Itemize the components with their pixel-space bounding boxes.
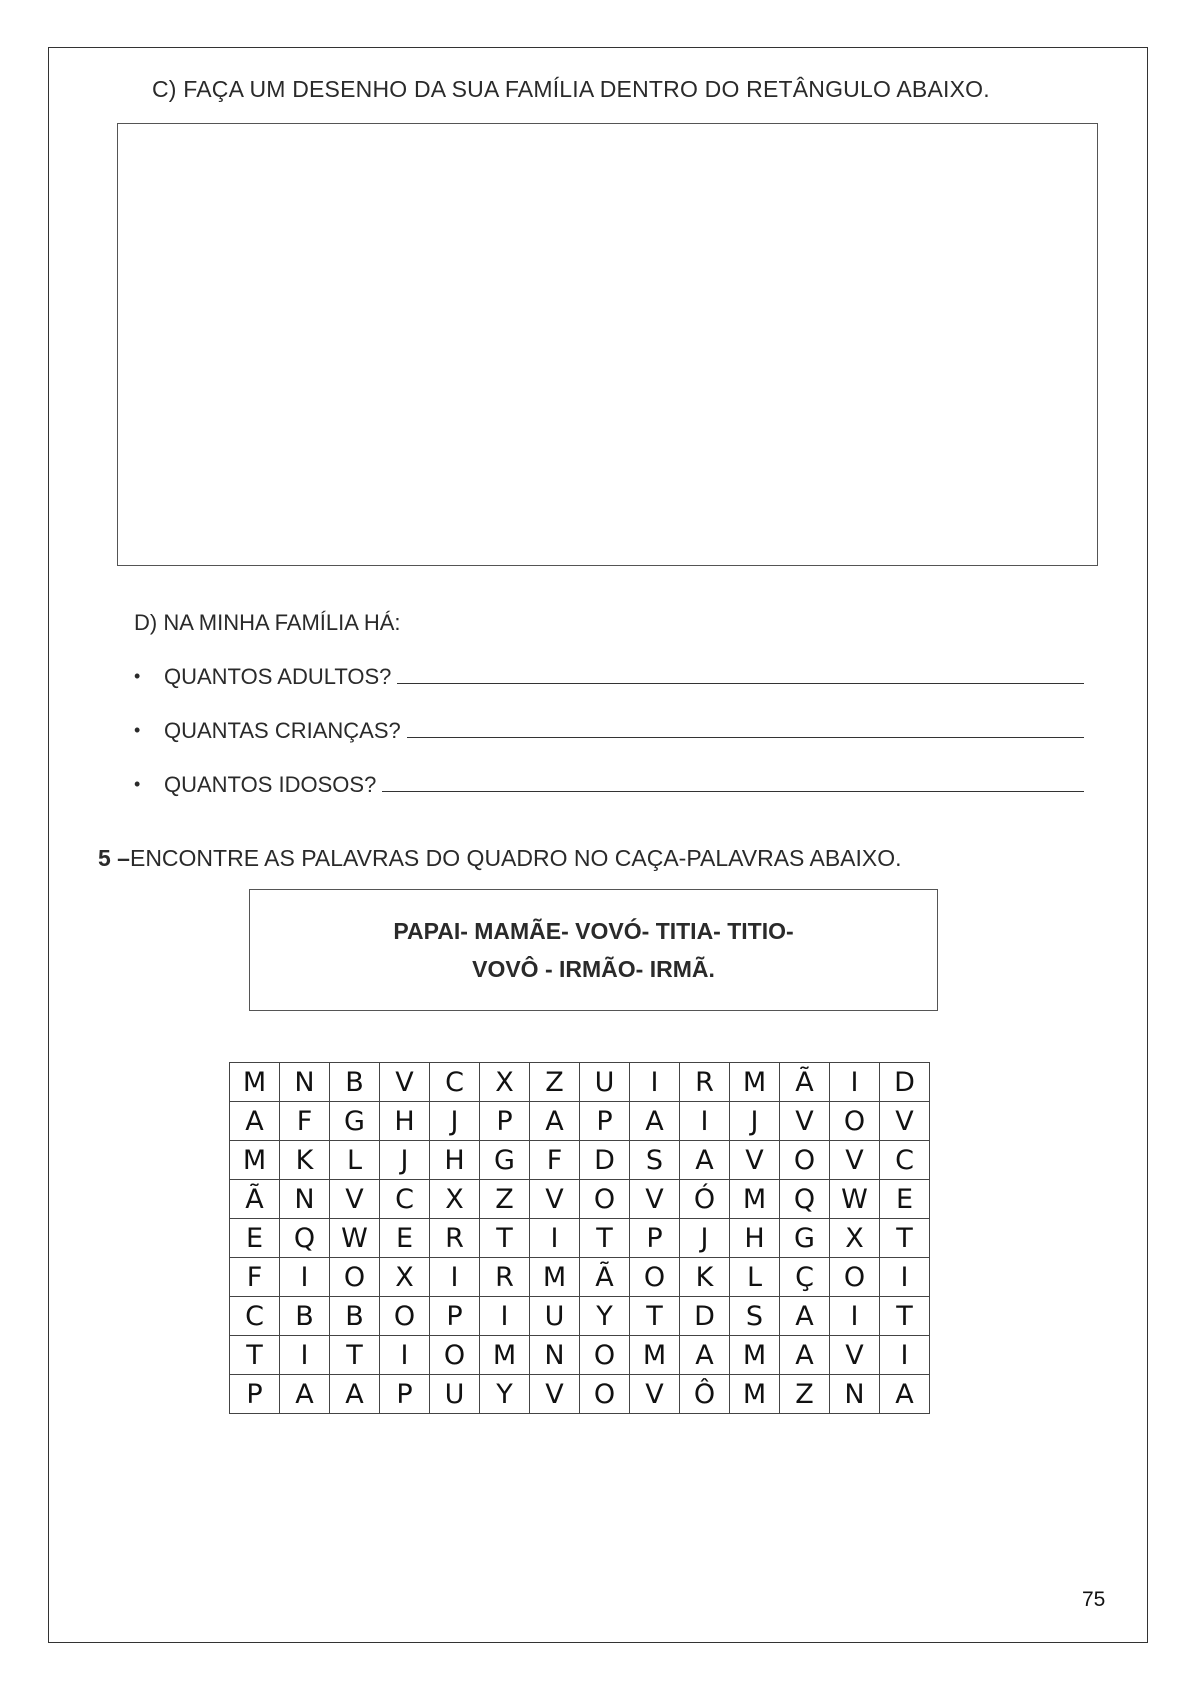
grid-cell[interactable]: M: [730, 1375, 780, 1414]
section-5-title: [98, 845, 902, 872]
grid-cell[interactable]: A: [680, 1336, 730, 1375]
grid-cell[interactable]: J: [430, 1102, 480, 1141]
section-5-text: ENCONTRE AS PALAVRAS DO QUADRO NO CAÇA-PALAVRAS ABAIXO.: [129, 845, 902, 871]
grid-cell[interactable]: T: [580, 1219, 630, 1258]
grid-cell[interactable]: I: [280, 1336, 330, 1375]
grid-cell[interactable]: S: [630, 1141, 680, 1180]
grid-cell[interactable]: A: [280, 1375, 330, 1414]
grid-cell[interactable]: I: [830, 1063, 880, 1102]
grid-cell[interactable]: V: [880, 1102, 930, 1141]
grid-cell[interactable]: V: [830, 1336, 880, 1375]
grid-cell[interactable]: A: [530, 1102, 580, 1141]
grid-cell[interactable]: G: [780, 1219, 830, 1258]
page-number: 75: [1082, 1588, 1106, 1611]
grid-cell[interactable]: V: [630, 1375, 680, 1414]
grid-cell[interactable]: Ã: [780, 1063, 830, 1102]
grid-cell[interactable]: T: [880, 1297, 930, 1336]
grid-cell[interactable]: J: [680, 1219, 730, 1258]
answer-blank-children[interactable]: [407, 736, 1084, 738]
grid-cell[interactable]: A: [330, 1375, 380, 1414]
grid-cell[interactable]: E: [230, 1219, 280, 1258]
grid-cell[interactable]: P: [380, 1375, 430, 1414]
grid-cell[interactable]: Ç: [780, 1258, 830, 1297]
grid-cell[interactable]: Ã: [230, 1180, 280, 1219]
grid-cell[interactable]: T: [880, 1219, 930, 1258]
grid-cell[interactable]: I: [880, 1258, 930, 1297]
drawing-rectangle[interactable]: [117, 123, 1098, 566]
grid-row: [230, 1180, 930, 1219]
grid-cell[interactable]: H: [380, 1102, 430, 1141]
grid-cell[interactable]: F: [280, 1102, 330, 1141]
grid-cell[interactable]: O: [330, 1258, 380, 1297]
grid-cell[interactable]: N: [280, 1180, 330, 1219]
grid-cell[interactable]: V: [780, 1102, 830, 1141]
grid-cell[interactable]: Z: [480, 1180, 530, 1219]
grid-cell[interactable]: W: [330, 1219, 380, 1258]
grid-cell[interactable]: O: [630, 1258, 680, 1297]
grid-cell[interactable]: M: [230, 1141, 280, 1180]
grid-cell[interactable]: P: [630, 1219, 680, 1258]
grid-cell[interactable]: O: [580, 1375, 630, 1414]
grid-cell[interactable]: C: [230, 1297, 280, 1336]
grid-cell[interactable]: P: [230, 1375, 280, 1414]
grid-cell[interactable]: U: [430, 1375, 480, 1414]
grid-cell[interactable]: I: [830, 1297, 880, 1336]
bullet-icon: •: [134, 720, 141, 740]
grid-cell[interactable]: W: [830, 1180, 880, 1219]
grid-cell[interactable]: Ã: [580, 1258, 630, 1297]
grid-cell[interactable]: A: [780, 1297, 830, 1336]
grid-cell[interactable]: A: [230, 1102, 280, 1141]
word-list-line-2: VOVÔ - IRMÃO- IRMÃ.: [472, 956, 715, 982]
grid-cell[interactable]: D: [880, 1063, 930, 1102]
grid-cell[interactable]: Z: [530, 1063, 580, 1102]
grid-cell[interactable]: M: [480, 1336, 530, 1375]
grid-cell[interactable]: M: [730, 1180, 780, 1219]
question-adults: [134, 660, 1084, 690]
grid-cell[interactable]: P: [480, 1102, 530, 1141]
grid-cell[interactable]: U: [580, 1063, 630, 1102]
grid-cell[interactable]: O: [580, 1336, 630, 1375]
question-label: QUANTAS CRIANÇAS?: [164, 718, 401, 743]
grid-row: [230, 1336, 930, 1375]
grid-cell[interactable]: F: [230, 1258, 280, 1297]
grid-cell[interactable]: Y: [580, 1297, 630, 1336]
grid-cell[interactable]: Q: [280, 1219, 330, 1258]
grid-cell[interactable]: O: [430, 1336, 480, 1375]
grid-cell[interactable]: I: [530, 1219, 580, 1258]
grid-cell[interactable]: M: [730, 1063, 780, 1102]
grid-row: [230, 1258, 930, 1297]
grid-cell[interactable]: C: [880, 1141, 930, 1180]
grid-cell[interactable]: A: [780, 1336, 830, 1375]
grid-row: [230, 1102, 930, 1141]
grid-cell[interactable]: I: [430, 1258, 480, 1297]
grid-cell[interactable]: O: [380, 1297, 430, 1336]
word-list-line-1: PAPAI- MAMÃE- VOVÓ- TITIA- TITIO-: [393, 918, 794, 944]
grid-row: [230, 1297, 930, 1336]
grid-cell[interactable]: N: [830, 1375, 880, 1414]
question-label: QUANTOS IDOSOS?: [164, 772, 377, 797]
word-list-box: [249, 889, 938, 1011]
word-search-grid: [229, 1062, 930, 1414]
grid-cell[interactable]: K: [280, 1141, 330, 1180]
grid-cell[interactable]: P: [580, 1102, 630, 1141]
section-d-title: D) NA MINHA FAMÍLIA HÁ:: [134, 610, 401, 635]
grid-cell[interactable]: A: [680, 1141, 730, 1180]
grid-cell[interactable]: B: [330, 1297, 380, 1336]
grid-cell[interactable]: O: [780, 1141, 830, 1180]
bullet-icon: •: [134, 666, 141, 686]
grid-cell[interactable]: D: [580, 1141, 630, 1180]
grid-cell[interactable]: I: [380, 1336, 430, 1375]
grid-cell[interactable]: Y: [480, 1375, 530, 1414]
grid-cell[interactable]: R: [430, 1219, 480, 1258]
grid-cell[interactable]: J: [730, 1102, 780, 1141]
grid-cell[interactable]: T: [480, 1219, 530, 1258]
grid-cell[interactable]: B: [280, 1297, 330, 1336]
answer-blank-elderly[interactable]: [382, 790, 1084, 792]
grid-row: [230, 1375, 930, 1414]
grid-cell[interactable]: S: [730, 1297, 780, 1336]
grid-cell[interactable]: V: [830, 1141, 880, 1180]
grid-row: [230, 1219, 930, 1258]
grid-cell[interactable]: G: [480, 1141, 530, 1180]
grid-cell[interactable]: T: [230, 1336, 280, 1375]
grid-cell[interactable]: O: [580, 1180, 630, 1219]
grid-row: [230, 1063, 930, 1102]
grid-cell[interactable]: E: [880, 1180, 930, 1219]
grid-cell[interactable]: R: [680, 1063, 730, 1102]
grid-cell[interactable]: I: [680, 1102, 730, 1141]
grid-cell[interactable]: L: [730, 1258, 780, 1297]
grid-cell[interactable]: C: [380, 1180, 430, 1219]
grid-cell[interactable]: N: [530, 1336, 580, 1375]
grid-cell[interactable]: V: [630, 1180, 680, 1219]
grid-cell[interactable]: M: [730, 1336, 780, 1375]
grid-cell[interactable]: H: [730, 1219, 780, 1258]
grid-cell[interactable]: X: [830, 1219, 880, 1258]
grid-cell[interactable]: V: [330, 1180, 380, 1219]
question-elderly: [134, 768, 1084, 798]
grid-cell[interactable]: X: [430, 1180, 480, 1219]
grid-cell[interactable]: I: [880, 1336, 930, 1375]
grid-cell[interactable]: M: [530, 1258, 580, 1297]
grid-cell[interactable]: J: [380, 1141, 430, 1180]
grid-cell[interactable]: N: [280, 1063, 330, 1102]
grid-cell[interactable]: P: [430, 1297, 480, 1336]
grid-cell[interactable]: Ô: [680, 1375, 730, 1414]
grid-cell[interactable]: O: [830, 1102, 880, 1141]
bullet-icon: •: [134, 774, 141, 794]
grid-cell[interactable]: V: [530, 1375, 580, 1414]
question-label: QUANTOS ADULTOS?: [164, 664, 392, 689]
grid-cell[interactable]: I: [280, 1258, 330, 1297]
grid-cell[interactable]: E: [380, 1219, 430, 1258]
grid-cell[interactable]: X: [480, 1063, 530, 1102]
answer-blank-adults[interactable]: [397, 682, 1084, 684]
grid-cell[interactable]: U: [530, 1297, 580, 1336]
grid-cell[interactable]: H: [430, 1141, 480, 1180]
grid-cell[interactable]: G: [330, 1102, 380, 1141]
grid-cell[interactable]: R: [480, 1258, 530, 1297]
grid-row: [230, 1141, 930, 1180]
grid-cell[interactable]: D: [680, 1297, 730, 1336]
grid-cell[interactable]: M: [230, 1063, 280, 1102]
section-c-title: C) FAÇA UM DESENHO DA SUA FAMÍLIA DENTRO DO RETÂNGULO ABAIXO.: [152, 76, 990, 102]
grid-cell[interactable]: T: [630, 1297, 680, 1336]
grid-cell[interactable]: Z: [780, 1375, 830, 1414]
grid-cell[interactable]: O: [830, 1258, 880, 1297]
grid-cell[interactable]: V: [530, 1180, 580, 1219]
grid-cell[interactable]: V: [730, 1141, 780, 1180]
question-children: [134, 714, 1084, 744]
grid-cell[interactable]: T: [330, 1336, 380, 1375]
grid-cell[interactable]: V: [380, 1063, 430, 1102]
grid-cell[interactable]: L: [330, 1141, 380, 1180]
grid-cell[interactable]: M: [630, 1336, 680, 1375]
grid-cell[interactable]: F: [530, 1141, 580, 1180]
grid-cell[interactable]: Q: [780, 1180, 830, 1219]
grid-cell[interactable]: A: [630, 1102, 680, 1141]
grid-cell[interactable]: A: [880, 1375, 930, 1414]
word-search-table: [229, 1062, 930, 1414]
grid-cell[interactable]: C: [430, 1063, 480, 1102]
grid-cell[interactable]: Ó: [680, 1180, 730, 1219]
section-5-number: 5 –: [98, 845, 130, 871]
grid-cell[interactable]: K: [680, 1258, 730, 1297]
grid-cell[interactable]: I: [480, 1297, 530, 1336]
grid-cell[interactable]: X: [380, 1258, 430, 1297]
grid-cell[interactable]: B: [330, 1063, 380, 1102]
grid-cell[interactable]: I: [630, 1063, 680, 1102]
